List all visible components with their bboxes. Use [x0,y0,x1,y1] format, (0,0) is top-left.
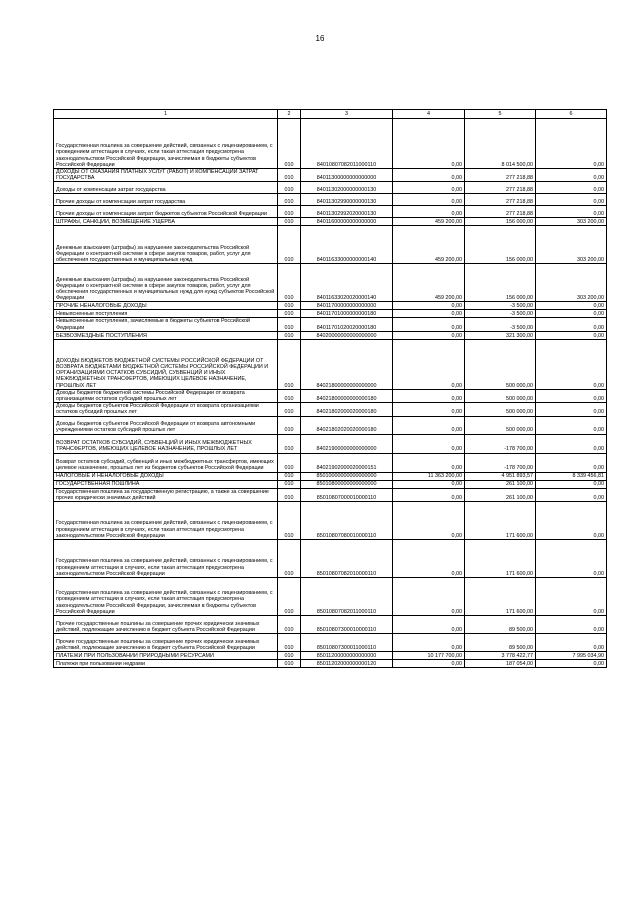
table-row [54,331,607,339]
row-amount-cell: 0,00 [393,331,465,339]
row-amount-cell: -178 700,00 [465,453,536,472]
row-amount-cell: 303 200,00 [536,218,607,226]
row-name-cell: ШТРАФЫ, САНКЦИИ, ВОЗМЕЩЕНИЕ УЩЕРБА [54,218,278,226]
row-amount-cell: 0,00 [393,318,465,331]
row-kbk-cell: 84011302000000000130 [301,182,393,194]
table-row [54,302,607,310]
row-amount-cell: 459 200,00 [393,218,465,226]
row-name-cell: Денежные взыскания (штрафы) за нарушение законодательства Российской Федерации о контрактной системе в сфере закупок товаров, работ, услуг для обеспечения государственных и муниципальных нужд [54,226,278,264]
row-kbk-cell: 84011300000000000000 [301,169,393,182]
row-name-cell: Доходы бюджетов субъектов Российской Федерации от возврата организациями остатков субсидий прошлых лет [54,403,278,416]
row-amount-cell: -3 500,00 [465,318,536,331]
row-kbk-cell: 84010807082011000110 [301,119,393,169]
row-name-cell: Платежи при пользовании недрами [54,660,278,668]
row-kbk-cell: 85011200000000000000 [301,652,393,660]
row-amount-cell: 0,00 [393,578,465,616]
row-amount-cell: 0,00 [536,318,607,331]
table-row [54,169,607,182]
row-amount-cell: 0,00 [393,616,465,634]
table-row [54,634,607,652]
row-amount-cell: -3 500,00 [465,310,536,318]
row-name-cell: Доходы от компенсации затрат государства [54,182,278,194]
row-kbk-cell: 84011302990000000130 [301,194,393,206]
row-amount-cell: 0,00 [393,182,465,194]
row-amount-cell: 277 218,88 [465,169,536,182]
row-name-cell: НАЛОГОВЫЕ И НЕНАЛОГОВЫЕ ДОХОДЫ [54,472,278,480]
row-kbk-cell: 84021800000000000180 [301,389,393,402]
row-amount-cell: 0,00 [536,416,607,434]
row-amount-cell: 303 200,00 [536,264,607,302]
row-amount-cell: 0,00 [393,453,465,472]
table-row [54,616,607,634]
row-name-cell: Государственная пошлина за совершение действий, связанных с лицензированием, с проведением аттестации в случаях, если такая аттестация предусмотрена законодательством Российской Федерации [54,540,278,578]
row-kbk-cell: 84021802000020000180 [301,403,393,416]
row-name-cell: Невыясненные поступления, зачисляемые в бюджеты субъектов Российской Федерации [54,318,278,331]
row-amount-cell: 0,00 [393,389,465,402]
row-amount-cell: 0,00 [393,194,465,206]
row-amount-cell: 0,00 [393,660,465,668]
table-row [54,652,607,660]
row-amount-cell: 8 339 456,81 [536,472,607,480]
row-amount-cell: 0,00 [536,331,607,339]
row-kbk-cell: 85010800000000000000 [301,480,393,488]
row-name-cell: Прочие государственные пошлины за совершение прочих юридически значимых действий, подлежащие зачислению в бюджет субъекта Российской Федерации [54,616,278,634]
row-amount-cell: 0,00 [393,488,465,501]
row-code-cell: 010 [278,472,301,480]
row-amount-cell: 0,00 [536,182,607,194]
table-row [54,488,607,501]
row-amount-cell: 10 177 700,00 [393,652,465,660]
row-name-cell: Доходы бюджетов субъектов Российской Федерации от возврата автономными учреждениями остатков субсидий прошлых лет [54,416,278,434]
row-name-cell: ДОХОДЫ ОТ ОКАЗАНИЯ ПЛАТНЫХ УСЛУГ (РАБОТ) И КОМПЕНСАЦИИ ЗАТРАТ ГОСУДАРСТВА [54,169,278,182]
row-name-cell: Прочие государственные пошлины за совершение прочих юридически значимых действий, подлежащие зачислению в бюджет субъекта Российской Федерации [54,634,278,652]
row-kbk-cell: 85010807082011000110 [301,578,393,616]
header-cell: 2 [278,110,301,119]
row-amount-cell: 0,00 [393,119,465,169]
row-amount-cell: 0,00 [536,302,607,310]
row-amount-cell: 303 200,00 [536,226,607,264]
row-code-cell: 010 [278,578,301,616]
row-amount-cell: 0,00 [393,302,465,310]
row-amount-cell: 0,00 [536,480,607,488]
row-code-cell: 010 [278,264,301,302]
row-kbk-cell: 85010000000000000000 [301,472,393,480]
row-code-cell: 010 [278,206,301,218]
row-amount-cell: 459 200,00 [393,226,465,264]
row-amount-cell: 89 500,00 [465,616,536,634]
row-amount-cell: 171 600,00 [465,578,536,616]
row-kbk-cell: 84011302992020000130 [301,206,393,218]
row-kbk-cell: 85010807300011000110 [301,634,393,652]
row-amount-cell: 187 054,00 [465,660,536,668]
row-amount-cell: 0,00 [393,310,465,318]
row-amount-cell: 0,00 [536,310,607,318]
row-kbk-cell: 84021902000020000151 [301,453,393,472]
row-amount-cell: 0,00 [393,416,465,434]
row-amount-cell: 0,00 [536,502,607,540]
table-row [54,218,607,226]
table-row [54,416,607,434]
row-amount-cell: 0,00 [536,634,607,652]
row-kbk-cell: 84011700000000000000 [301,302,393,310]
row-amount-cell: 4 951 893,57 [465,472,536,480]
row-kbk-cell: 84021800000000000000 [301,339,393,389]
table-row [54,502,607,540]
table-header-row [54,110,607,119]
table-row [54,264,607,302]
header-cell: 1 [54,110,278,119]
table-row [54,403,607,416]
table-row [54,119,607,169]
row-amount-cell: 0,00 [536,206,607,218]
row-amount-cell: 500 000,00 [465,403,536,416]
row-name-cell: ДОХОДЫ БЮДЖЕТОВ БЮДЖЕТНОЙ СИСТЕМЫ РОССИЙСКОЙ ФЕДЕРАЦИИ ОТ ВОЗВРАТА БЮДЖЕТАМИ БЮДЖЕТНОЙ СИСТЕМЫ РОССИЙСКОЙ ФЕДЕРАЦИИ И ОРГАНИЗАЦИЯМИ ОСТАТКОВ СУБСИДИЙ, СУБВЕНЦИЙ И ИНЫХ МЕЖБЮДЖЕТНЫХ ТРАНСФЕРТОВ, ИМЕЮЩИХ ЦЕЛЕВОЕ НАЗНАЧЕНИЕ, ПРОШЛЫХ ЛЕТ [54,339,278,389]
row-kbk-cell: 84021900000000000000 [301,434,393,453]
row-amount-cell: 11 363 200,00 [393,472,465,480]
row-code-cell: 010 [278,453,301,472]
table-row [54,472,607,480]
row-amount-cell: 261 100,00 [465,488,536,501]
row-amount-cell: 0,00 [393,206,465,218]
row-code-cell: 010 [278,660,301,668]
row-amount-cell: 89 500,00 [465,634,536,652]
row-name-cell: Государственная пошлина за совершение действий, связанных с лицензированием, с проведением аттестации в случаях, если такая аттестация предусмотрена законодательством Российской Федерации, зачисляемая в бюджеты субъектов Российской Федерации [54,578,278,616]
row-amount-cell: 277 218,88 [465,206,536,218]
row-amount-cell: 0,00 [393,634,465,652]
row-code-cell: 010 [278,616,301,634]
row-code-cell: 010 [278,403,301,416]
table-row [54,339,607,389]
row-amount-cell: 0,00 [536,194,607,206]
row-code-cell: 010 [278,218,301,226]
row-code-cell: 010 [278,339,301,389]
row-amount-cell: 171 600,00 [465,502,536,540]
row-name-cell: Невыясненные поступления [54,310,278,318]
table-row [54,182,607,194]
row-code-cell: 010 [278,119,301,169]
row-amount-cell: 0,00 [393,169,465,182]
header-cell: 5 [465,110,536,119]
row-amount-cell: 156 000,00 [465,264,536,302]
row-amount-cell: 321 300,00 [465,331,536,339]
header-cell: 4 [393,110,465,119]
row-amount-cell: 500 000,00 [465,339,536,389]
row-name-cell: ПЛАТЕЖИ ПРИ ПОЛЬЗОВАНИИ ПРИРОДНЫМИ РЕСУРСАМИ [54,652,278,660]
row-amount-cell: 7 995 034,90 [536,652,607,660]
row-amount-cell: 156 000,00 [465,226,536,264]
row-kbk-cell: 85010807080010000110 [301,502,393,540]
row-kbk-cell: 84021802020020000180 [301,416,393,434]
row-amount-cell: -178 700,00 [465,434,536,453]
row-amount-cell: 277 218,88 [465,194,536,206]
row-amount-cell: 0,00 [393,480,465,488]
row-amount-cell: 156 000,00 [465,218,536,226]
row-kbk-cell: 85010807000010000110 [301,488,393,501]
row-amount-cell: 8 014 500,00 [465,119,536,169]
table-row [54,480,607,488]
table-row [54,389,607,402]
row-code-cell: 010 [278,502,301,540]
row-amount-cell: 0,00 [536,339,607,389]
row-kbk-cell: 85011202000000000120 [301,660,393,668]
row-code-cell: 010 [278,169,301,182]
row-amount-cell: 500 000,00 [465,389,536,402]
row-name-cell: Возврат остатков субсидий, субвенций и иных межбюджетных трансфертов, имеющих целевое назначение, прошлых лет из бюджетов субъектов Российской Федерации [54,453,278,472]
table-row [54,540,607,578]
row-name-cell: Денежные взыскания (штрафы) за нарушение законодательства Российской Федерации о контрактной системе в сфере закупок товаров, работ, услуг для обеспечения государственных и муниципальных нужд для нужд субъектов Российской Федерации [54,264,278,302]
row-name-cell: БЕЗВОЗМЕЗДНЫЕ ПОСТУПЛЕНИЯ [54,331,278,339]
row-amount-cell: 0,00 [536,660,607,668]
row-name-cell: Государственная пошлина за государственную регистрацию, а также за совершение прочих юридически значимых действий [54,488,278,501]
row-code-cell: 010 [278,480,301,488]
row-kbk-cell: 84011600000000000000 [301,218,393,226]
table-row [54,578,607,616]
row-code-cell: 010 [278,182,301,194]
row-code-cell: 010 [278,434,301,453]
row-amount-cell: 459 200,00 [393,264,465,302]
row-code-cell: 010 [278,540,301,578]
row-name-cell: Прочие доходы от компенсации затрат государства [54,194,278,206]
row-amount-cell: 0,00 [536,578,607,616]
table-row [54,194,607,206]
row-amount-cell: -3 500,00 [465,302,536,310]
row-name-cell: Прочие доходы от компенсации затрат бюджетов субъектов Российской Федерации [54,206,278,218]
row-amount-cell: 0,00 [536,119,607,169]
row-name-cell: Государственная пошлина за совершение действий, связанных с лицензированием, с проведением аттестации в случаях, если такая аттестация предусмотрена законодательством Российской Федерации [54,502,278,540]
row-kbk-cell: 84011633000000000140 [301,226,393,264]
table-row [54,453,607,472]
row-kbk-cell: 84020000000000000000 [301,331,393,339]
row-code-cell: 010 [278,318,301,331]
row-amount-cell: 0,00 [536,403,607,416]
row-amount-cell: 500 000,00 [465,416,536,434]
row-amount-cell: 277 218,88 [465,182,536,194]
row-kbk-cell: 85010807300010000110 [301,616,393,634]
page-number: 16 [315,34,325,43]
row-amount-cell: 0,00 [536,488,607,501]
row-amount-cell: 0,00 [393,403,465,416]
table-row [54,310,607,318]
row-amount-cell: 3 778 422,77 [465,652,536,660]
row-amount-cell: 0,00 [393,434,465,453]
table-row [54,434,607,453]
row-name-cell: Государственная пошлина за совершение действий, связанных с лицензированием, с проведением аттестации в случаях, если такая аттестация предусмотрена законодательством Российской Федерации, зачисляемая в бюджеты субъектов Российской Федерации [54,119,278,169]
row-kbk-cell: 84011701020020000180 [301,318,393,331]
row-code-cell: 010 [278,331,301,339]
table-row [54,660,607,668]
row-amount-cell: 0,00 [536,434,607,453]
row-amount-cell: 0,00 [393,339,465,389]
row-kbk-cell: 84011701000000000180 [301,310,393,318]
row-name-cell: Доходы бюджетов бюджетной системы Российской Федерации от возврата организациями остатков субсидий прошлых лет [54,389,278,402]
row-amount-cell: 261 100,00 [465,480,536,488]
row-amount-cell: 171 600,00 [465,540,536,578]
row-name-cell: ВОЗВРАТ ОСТАТКОВ СУБСИДИЙ, СУБВЕНЦИЙ И ИНЫХ МЕЖБЮДЖЕТНЫХ ТРАНСФЕРТОВ, ИМЕЮЩИХ ЦЕЛЕВОЕ НАЗНАЧЕНИЕ, ПРОШЛЫХ ЛЕТ [54,434,278,453]
row-code-cell: 010 [278,416,301,434]
row-amount-cell: 0,00 [536,169,607,182]
row-name-cell: ПРОЧИЕ НЕНАЛОГОВЫЕ ДОХОДЫ [54,302,278,310]
header-cell: 6 [536,110,607,119]
row-amount-cell: 0,00 [536,616,607,634]
row-amount-cell: 0,00 [536,389,607,402]
table-row [54,226,607,264]
row-amount-cell: 0,00 [393,502,465,540]
header-cell: 3 [301,110,393,119]
row-code-cell: 010 [278,226,301,264]
row-name-cell: ГОСУДАРСТВЕННАЯ ПОШЛИНА [54,480,278,488]
row-code-cell: 010 [278,634,301,652]
row-kbk-cell: 84011633020020000140 [301,264,393,302]
row-code-cell: 010 [278,310,301,318]
row-amount-cell: 0,00 [536,453,607,472]
row-code-cell: 010 [278,389,301,402]
row-code-cell: 010 [278,302,301,310]
row-code-cell: 010 [278,488,301,501]
row-kbk-cell: 85010807082010000110 [301,540,393,578]
revenue-table [53,109,607,668]
row-code-cell: 010 [278,194,301,206]
table-row [54,206,607,218]
row-amount-cell: 0,00 [536,540,607,578]
table-row [54,318,607,331]
row-amount-cell: 0,00 [393,540,465,578]
row-code-cell: 010 [278,652,301,660]
